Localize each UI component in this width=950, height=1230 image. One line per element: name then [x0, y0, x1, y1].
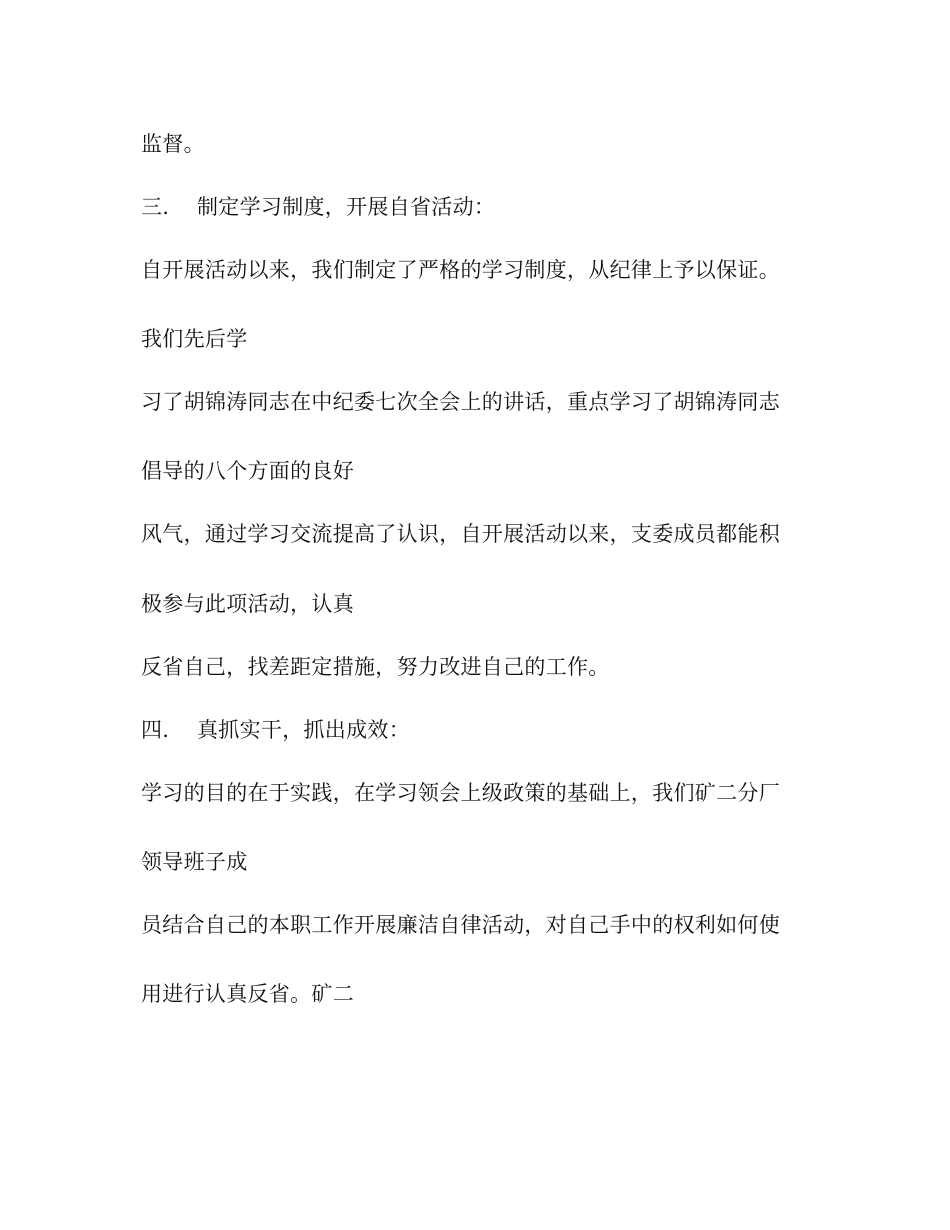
text-line: 领导班子成	[141, 850, 248, 874]
text-line: 风气，通过学习交流提高了认识，自开展活动以来，支委成员都能积	[141, 522, 780, 546]
section-heading-3	[141, 193, 495, 221]
text-line: 极参与此项活动，认真	[141, 592, 354, 616]
text-line: 我们先后学	[141, 327, 248, 351]
text-line: 监督。	[141, 132, 205, 156]
section-title: 制定学习制度，开展自省活动：	[197, 195, 496, 219]
section-number: 四.	[141, 718, 170, 742]
text-line: 习了胡锦涛同志在中纪委七次全会上的讲话，重点学习了胡锦涛同志	[141, 390, 780, 414]
text-line: 反省自己，找差距定措施，努力改进自己的工作。	[141, 655, 610, 679]
section-heading-4	[141, 716, 410, 744]
text-line: 用进行认真反省。矿二	[141, 982, 354, 1006]
section-number: 三.	[141, 195, 170, 219]
text-line: 倡导的八个方面的良好	[141, 459, 354, 483]
text-line: 自开展活动以来，我们制定了严格的学习制度，从纪律上予以保证。	[141, 258, 780, 282]
section-title: 真抓实干，抓出成效：	[197, 718, 410, 742]
text-line: 员结合自己的本职工作开展廉洁自律活动，对自己手中的权利如何使	[141, 913, 780, 937]
text-line: 学习的目的在于实践，在学习领会上级政策的基础上，我们矿二分厂	[141, 781, 780, 805]
